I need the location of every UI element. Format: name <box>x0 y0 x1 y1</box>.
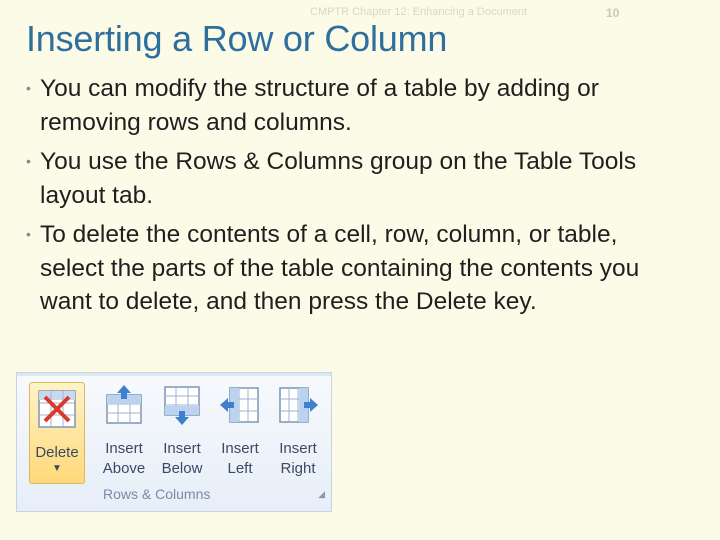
header-course-text: CMPTR Chapter 12: Enhancing a Document <box>310 6 528 18</box>
insert-above-label-1: Insert <box>105 440 143 457</box>
insert-below-button[interactable] <box>155 385 209 481</box>
delete-table-icon <box>37 389 77 429</box>
bullet-dot-icon: • <box>26 226 31 242</box>
bullet-text: To delete the contents of a cell, row, column, or table, select the parts of the table containing the contents you want to delete, and then press the Delete key. <box>40 221 640 315</box>
insert-below-label-1: Insert <box>163 440 201 457</box>
insert-right-label-2: Right <box>280 460 316 477</box>
delete-label: Delete <box>35 444 79 461</box>
insert-below-icon <box>162 385 202 425</box>
insert-right-icon <box>278 385 318 425</box>
bullet-item <box>26 218 676 319</box>
dialog-launcher-icon[interactable]: ◢ <box>318 489 325 499</box>
rows-columns-group-label: Rows & Columns <box>103 486 211 502</box>
insert-above-label-2: Above <box>102 460 146 477</box>
delete-button[interactable] <box>29 382 85 484</box>
slide-title: Inserting a Row or Column <box>26 18 448 59</box>
bullet-dot-icon: • <box>26 153 31 169</box>
rows-columns-ribbon-group <box>16 372 332 512</box>
insert-right-button[interactable] <box>271 385 325 481</box>
page-number: 10 <box>606 6 620 20</box>
insert-left-label-2: Left <box>227 460 253 477</box>
insert-below-label-2: Below <box>161 460 203 477</box>
bullet-item <box>26 145 676 212</box>
insert-left-button[interactable] <box>213 385 267 481</box>
ribbon-divider <box>17 373 331 376</box>
bullet-item <box>26 72 676 139</box>
bullet-dot-icon: • <box>26 80 31 96</box>
chevron-down-icon: ▼ <box>52 463 62 474</box>
insert-left-icon <box>220 385 260 425</box>
insert-right-label-1: Insert <box>279 440 317 457</box>
bullet-text: You use the Rows & Columns group on the Table Tools layout tab. <box>40 148 637 209</box>
insert-above-icon <box>104 385 144 425</box>
bullet-list <box>26 72 676 325</box>
insert-above-button[interactable] <box>97 385 151 481</box>
insert-left-label-1: Insert <box>221 440 259 457</box>
bullet-text: You can modify the structure of a table by adding or removing rows and columns. <box>40 75 599 136</box>
